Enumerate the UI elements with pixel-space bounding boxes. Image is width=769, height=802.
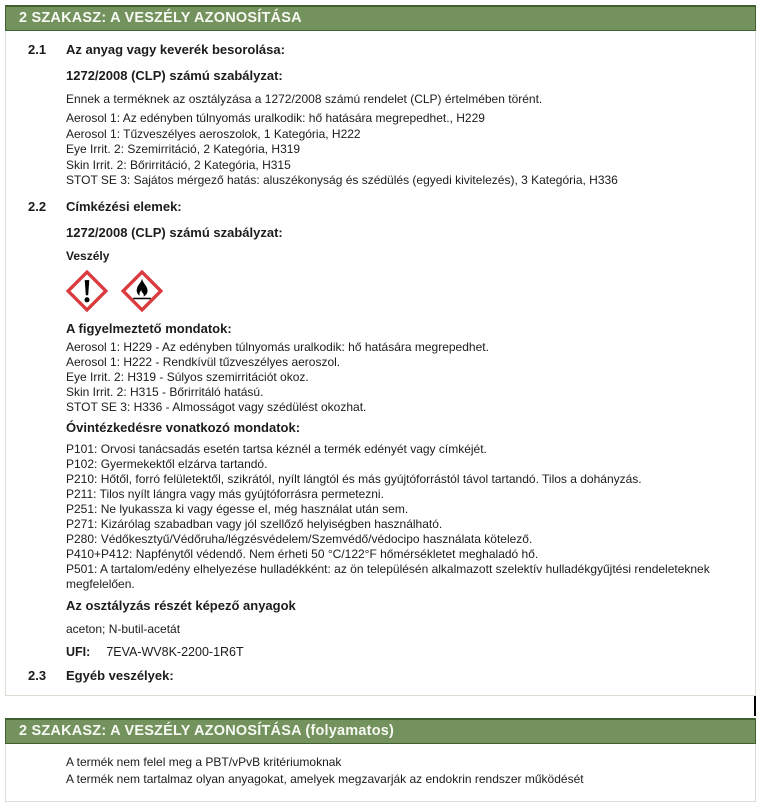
- section-2-continued-header: 2 SZAKASZ: A VESZÉLY AZONOSÍTÁSA (folyamatos): [5, 718, 756, 744]
- precaution-statement: P271: Kizárólag szabadban vagy jól szellőző helyiségben használható.: [66, 516, 443, 531]
- classification-components: aceton; N-butil-acetát: [66, 621, 181, 636]
- classification-item: Skin Irrit. 2: Bőrirritáció, 2 Kategória, H315: [66, 157, 291, 172]
- precaution-statements-list: [66, 442, 743, 592]
- signal-word: Veszély: [66, 248, 110, 263]
- subsection-2-3-title: Egyéb veszélyek:: [66, 667, 174, 683]
- endocrine-statement: A termék nem tartalmaz olyan anyagokat, amelyek megzavarják az endokrin rendszer működését: [66, 771, 584, 786]
- precaution-statement: P251: Ne lyukassza ki vagy égesse el, még használat után sem.: [66, 501, 409, 516]
- hazard-statement: Skin Irrit. 2: H315 - Bőrirritáló hatású.: [66, 384, 264, 399]
- subsection-number: 2.2: [28, 198, 47, 214]
- subsection-number: 2.3: [28, 667, 47, 683]
- ghs02-flame-icon: [121, 270, 163, 312]
- section-2-body: [5, 31, 756, 696]
- precaution-statement: P410+P412: Napfénytől védendő. Nem érheti 50 °C/122°F hőmérsékletet meghaladó hő.: [66, 546, 539, 561]
- ufi-value: 7EVA-WV8K-2200-1R6T: [106, 644, 244, 659]
- section-2-continued-box: [5, 718, 756, 802]
- precaution-statement: P101: Orvosi tanácsadás esetén tartsa kéznél a termék edényét vagy címkéjét.: [66, 441, 487, 456]
- subsection-2-2: [6, 199, 747, 659]
- subsection-2-1: [6, 42, 747, 189]
- clp-regulation-heading: 1272/2008 (CLP) számú szabályzat:: [66, 68, 283, 83]
- subsection-2-3: [6, 668, 747, 683]
- classification-components-heading: Az osztályzás részét képező anyagok: [66, 597, 296, 613]
- ghs-pictograms: [66, 270, 743, 312]
- hazard-statement: STOT SE 3: H336 - Almosságot vagy szédülést okozhat.: [66, 399, 367, 414]
- section-2-box: [5, 5, 756, 696]
- precaution-statement: P210: Hőtől, forró felületektől, szikrától, nyílt lángtól és más gyújtóforrástól távol tartandó. Tilos a dohányzás.: [66, 471, 642, 486]
- classification-item: Aerosol 1: Tűzveszélyes aeroszolok, 1 Kategória, H222: [66, 126, 361, 141]
- hazard-statement: Aerosol 1: H229 - Az edényben túlnyomás uralkodik: hő hatására megrepedhet.: [66, 339, 489, 354]
- text-cursor-artifact: [754, 696, 756, 716]
- subsection-2-2-title: Címkézési elemek:: [66, 198, 182, 214]
- ufi-label: UFI:: [66, 644, 91, 659]
- classification-item: Aerosol 1: Az edényben túlnyomás uralkodik: hő hatására megrepedhet., H229: [66, 111, 485, 125]
- hazard-statement: Eye Irrit. 2: H319 - Súlyos szemirritációt okoz.: [66, 369, 309, 384]
- precaution-statements-heading: Óvintézkedésre vonatkozó mondatok:: [66, 419, 301, 435]
- section-2-header: 2 SZAKASZ: A VESZÉLY AZONOSÍTÁSA: [5, 5, 756, 31]
- subsection-2-1-title: Az anyag vagy keverék besorolása:: [66, 42, 285, 57]
- precaution-statement: P211: Tilos nyílt lángra vagy más gyújtóforrásra permetezni.: [66, 486, 384, 501]
- ghs07-exclamation-icon: [66, 270, 108, 312]
- precaution-statement: P501: A tartalom/edény elhelyezése hulladékként: az ön településén alkalmazott szelektív hulladékgyűjtési rendeleteknek megfelelően.: [66, 561, 710, 591]
- subsection-number: 2.1: [28, 42, 47, 57]
- clp-regulation-heading: 1272/2008 (CLP) számú szabályzat:: [66, 224, 283, 240]
- classification-item: Eye Irrit. 2: Szemirritáció, 2 Kategória, H319: [66, 142, 301, 156]
- hazard-statements-heading: A figyelmeztető mondatok:: [66, 320, 232, 336]
- classification-intro: Ennek a terméknek az osztályzása a 1272/2008 számú rendelet (CLP) értelmében törént.: [66, 92, 543, 106]
- ufi-row: [66, 645, 743, 659]
- classification-item: STOT SE 3: Sajátos mérgező hatás: aluszékonyság és szédülés (egyedi kivitelezés), 3 Kategória, H336: [66, 173, 618, 187]
- section-2-continued-body: [5, 744, 756, 802]
- classification-list: [66, 111, 743, 189]
- pbt-statement: A termék nem felel meg a PBT/vPvB kritériumoknak: [66, 754, 342, 769]
- precaution-statement: P102: Gyermekektől elzárva tartandó.: [66, 456, 268, 471]
- hazard-statements-list: [66, 340, 743, 415]
- hazard-statement: Aerosol 1: H222 - Rendkívül tűzveszélyes aeroszol.: [66, 354, 341, 369]
- precaution-statement: P280: Védőkesztyű/Védőruha/légzésvédelem/Szemvédő/védocipo használata kötelező.: [66, 531, 533, 546]
